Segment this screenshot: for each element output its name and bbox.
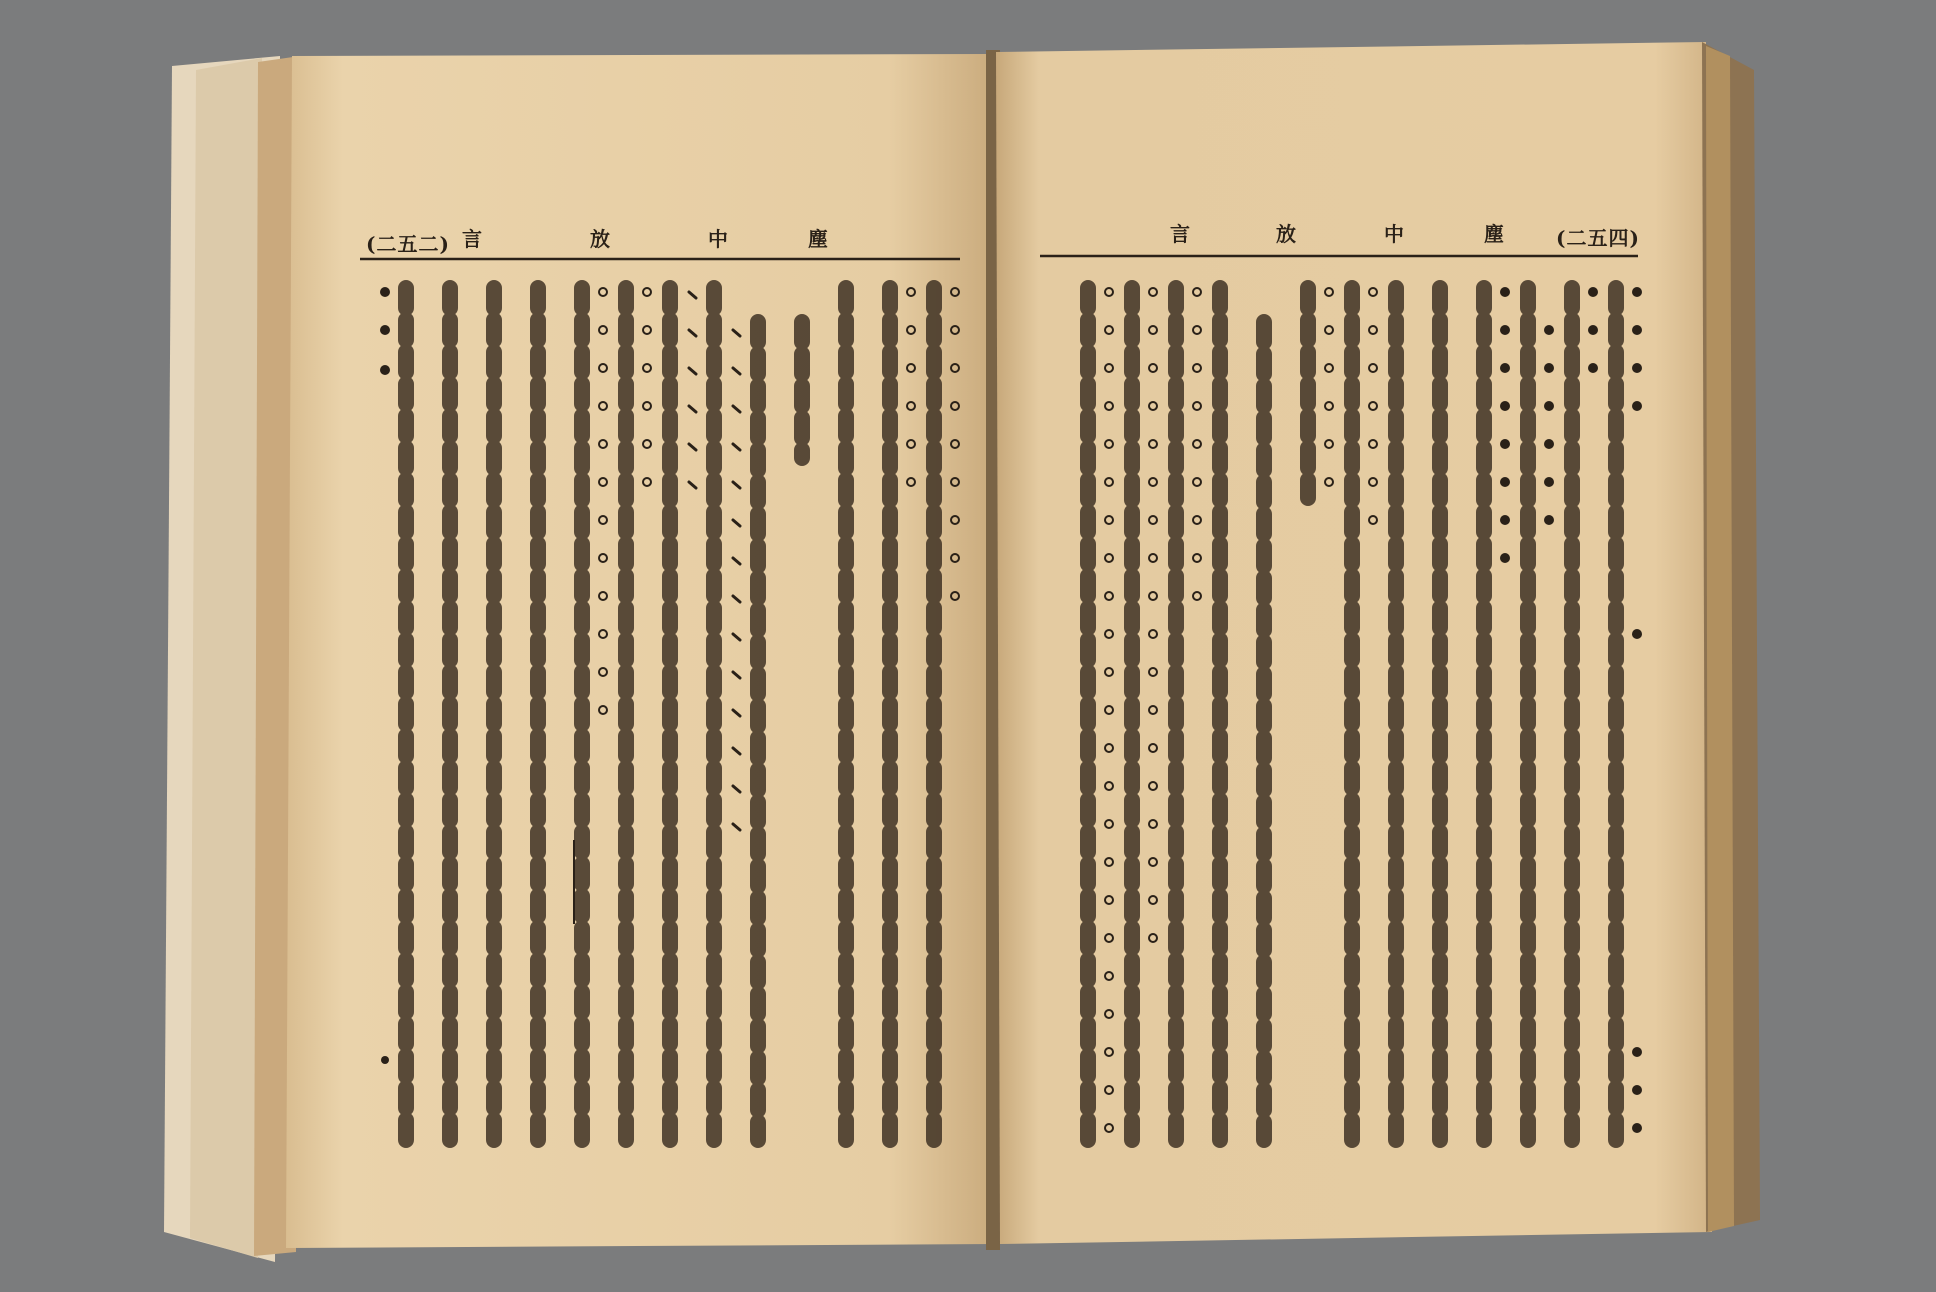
left-running-head-char: 放	[590, 227, 610, 251]
right-page-stack-inner	[1706, 46, 1734, 1232]
right-running-head-char: 放	[1276, 222, 1296, 246]
left-running-head-char: 言	[462, 227, 482, 251]
back-cover-edge	[190, 58, 262, 1258]
left-page-number: (二五二)	[366, 232, 450, 256]
right-page-number: (二五四)	[1556, 226, 1640, 250]
left-running-head-char: 塵	[808, 227, 828, 251]
right-running-head-char: 塵	[1484, 222, 1504, 246]
right-running-head-char: 言	[1170, 222, 1190, 246]
right-running-head-char: 中	[1384, 222, 1404, 246]
left-running-head-char: 中	[708, 227, 728, 251]
